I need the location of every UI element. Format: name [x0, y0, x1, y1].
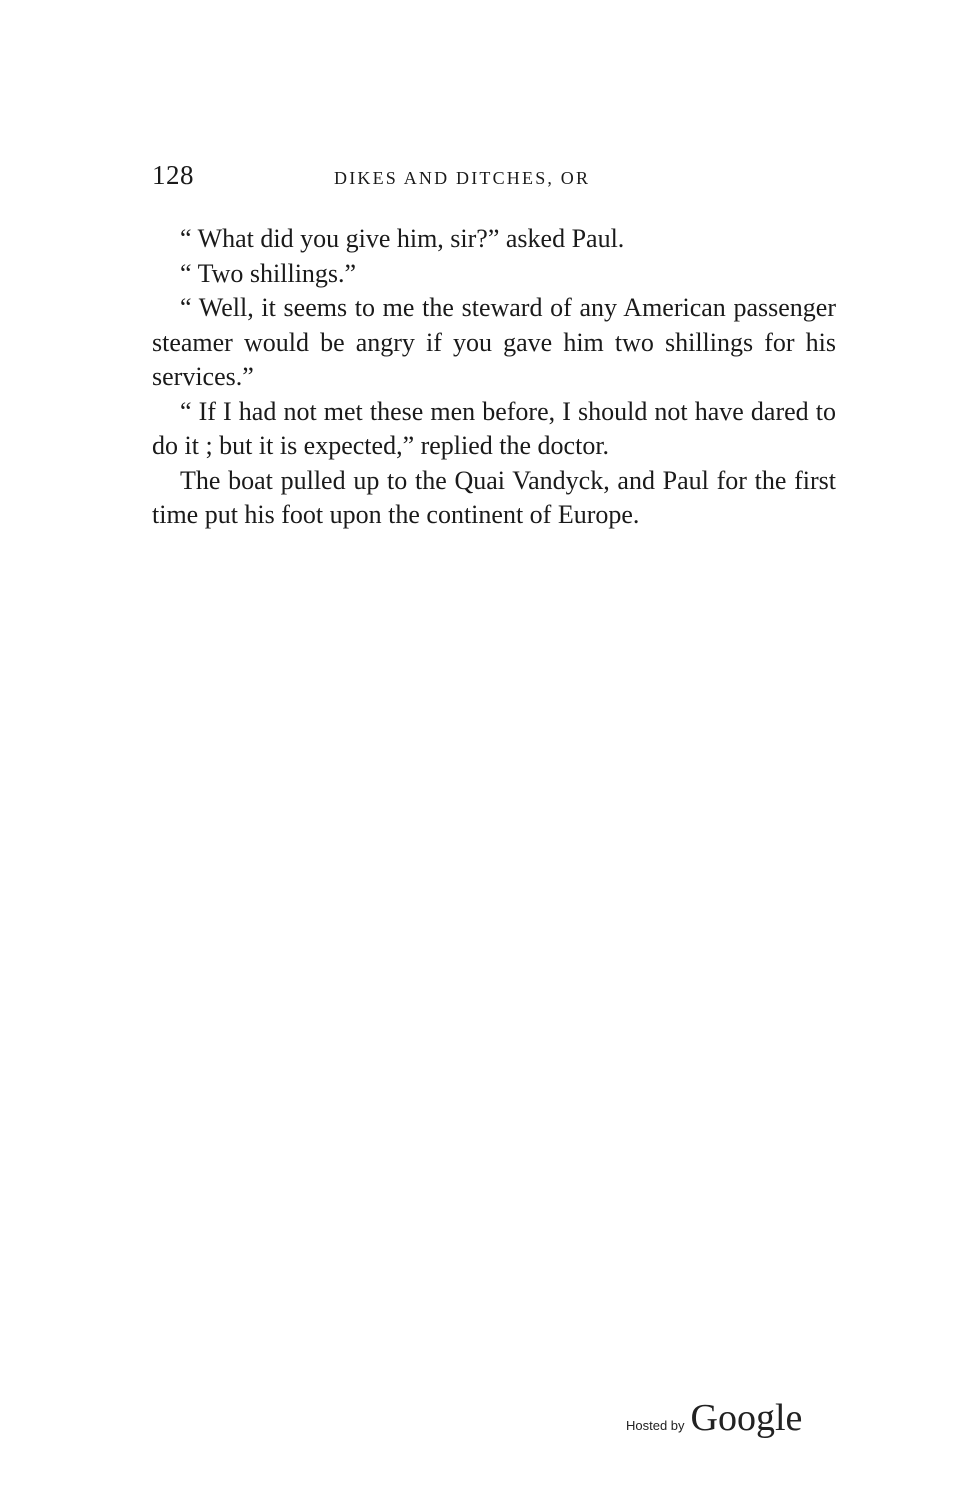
hosted-by-label: Hosted by: [626, 1418, 685, 1433]
page-body: [152, 222, 836, 533]
hosted-by-google-watermark: [626, 1396, 802, 1446]
google-logo: Google: [690, 1397, 803, 1439]
running-head: DIKES AND DITCHES, OR: [334, 168, 591, 188]
paragraph: “ What did you give him, sir?” asked Paul.: [180, 224, 625, 253]
page-header: [152, 160, 836, 196]
paragraph: “ If I had not met these men before, I should not have dared to do it ; but it is expected,” replied the doctor.: [152, 396, 836, 460]
paragraph: The boat pulled up to the Quai Vandyck, and Paul for the first time put his foot upon the continent of Europe.: [152, 465, 836, 529]
paragraph: “ Well, it seems to me the steward of any American passenger steamer would be angry if you gave him two shillings for his services.”: [152, 293, 836, 391]
page-number: 128: [152, 160, 194, 190]
paragraph: “ Two shillings.”: [180, 258, 357, 288]
